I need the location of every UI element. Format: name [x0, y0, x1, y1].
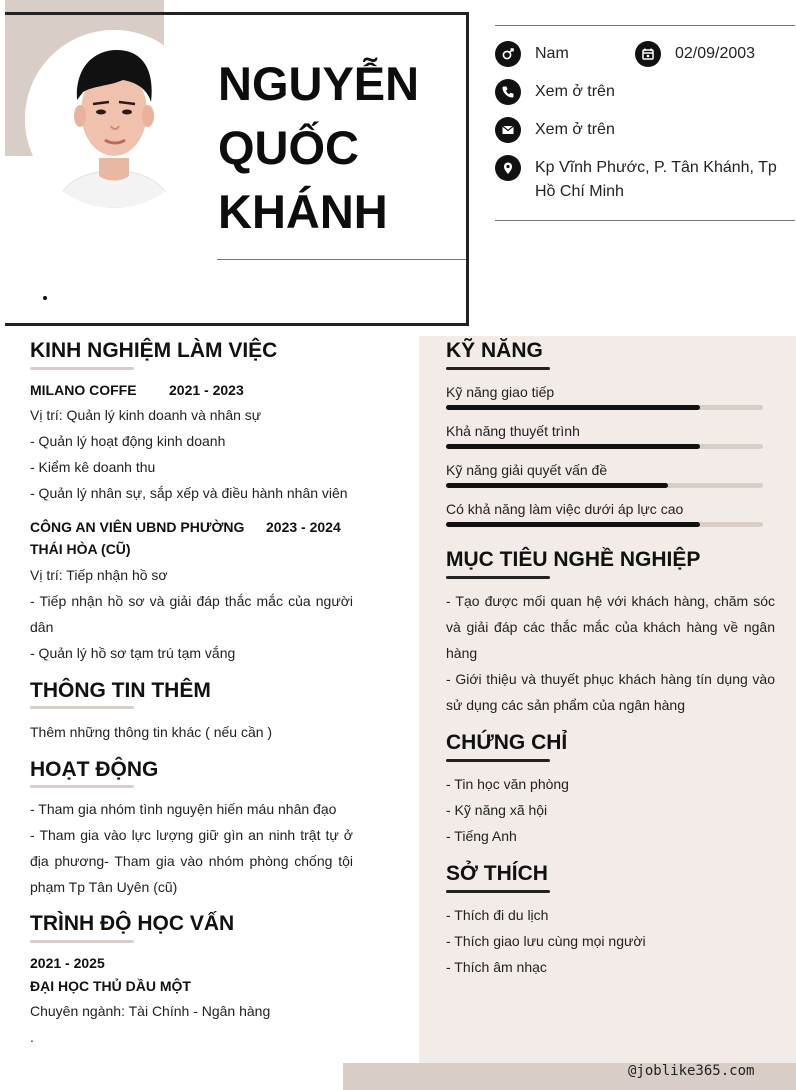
- certificates-list: [446, 771, 569, 849]
- skill-label: Kỹ năng giao tiếp: [446, 384, 555, 400]
- full-name: [218, 52, 419, 244]
- skill-bar-fill: [446, 483, 668, 488]
- career-goal-list: [446, 588, 775, 718]
- education-school: ĐẠI HỌC THỦ DẦU MỘT: [30, 978, 191, 994]
- activities-title-underline: [30, 785, 134, 788]
- name-line-1: NGUYỄN: [218, 57, 420, 110]
- job-2-company: CÔNG AN VIÊN UBND PHƯỜNG THÁI HÒA (CŨ): [30, 519, 245, 557]
- job-1-line: Vị trí: Quản lý kinh doanh và nhân sự: [30, 407, 262, 423]
- job-1-line: - Quản lý nhân sự, sắp xếp và điều hành nhân viên: [30, 485, 348, 501]
- skill-label: Kỹ năng giải quyết vấn đề: [446, 462, 608, 478]
- skills-title-underline: [446, 367, 550, 370]
- birthdate-value: 02/09/2003: [675, 45, 756, 62]
- education-major: Chuyên ngành: Tài Chính - Ngân hàng: [30, 1003, 271, 1019]
- job-2-details: [30, 562, 353, 666]
- birthdate-row: [635, 41, 755, 67]
- career-goal-title-underline: [446, 576, 550, 579]
- activities-list: [30, 796, 353, 900]
- job-2-period: 2023 - 2024: [266, 519, 341, 535]
- certificate-item: - Kỹ năng xã hội: [446, 802, 548, 818]
- avatar-portrait: [25, 30, 203, 208]
- skill-label: Có khả năng làm việc dưới áp lực cao: [446, 501, 684, 517]
- phone-icon: [495, 79, 521, 105]
- gender-icon: [495, 41, 521, 67]
- job-1-line: - Kiểm kê doanh thu: [30, 459, 156, 475]
- hobbies-list: [446, 902, 646, 980]
- hobby-item: - Thích đi du lịch: [446, 907, 549, 923]
- job-1-line: - Quản lý hoạt động kinh doanh: [30, 433, 226, 449]
- skill-bar: [446, 405, 763, 410]
- experience-title: KINH NGHIỆM LÀM VIỆC: [30, 339, 278, 362]
- skill-bar-fill: [446, 444, 700, 449]
- email-value: Xem ở trên: [535, 121, 615, 138]
- skill-bar-fill: [446, 522, 700, 527]
- address-row: [495, 155, 785, 204]
- certificates-title: CHỨNG CHỈ: [446, 731, 568, 754]
- job-2-line: - Quản lý hồ sơ tạm trú tạm vắng: [30, 645, 236, 661]
- skill-label: Khả năng thuyết trình: [446, 423, 580, 439]
- name-line-2: QUỐC: [218, 121, 359, 174]
- email-row: [495, 117, 615, 143]
- job-1-period: 2021 - 2023: [169, 382, 244, 398]
- job-1-company: MILANO COFFE: [30, 382, 137, 398]
- avatar: [25, 30, 203, 208]
- gender-value: Nam: [535, 45, 569, 62]
- address-value: Kp Vĩnh Phước, P. Tân Khánh, Tp Hồ Chí Minh: [535, 159, 777, 200]
- skill-bar: [446, 444, 763, 449]
- job-1-details: [30, 402, 360, 506]
- career-goal-title: MỤC TIÊU NGHỀ NGHIỆP: [446, 548, 701, 571]
- activity-item: - Tham gia nhóm tình nguyện hiến máu nhân đạo: [30, 801, 337, 817]
- certificate-item: - Tiếng Anh: [446, 828, 517, 844]
- certificate-item: - Tin học văn phòng: [446, 776, 569, 792]
- envelope-icon: [495, 117, 521, 143]
- phone-row: [495, 79, 615, 105]
- phone-value: Xem ở trên: [535, 83, 615, 100]
- education-note: .: [30, 1029, 34, 1045]
- skill-bar: [446, 522, 763, 527]
- empty-bullet: [43, 296, 47, 300]
- hobbies-title-underline: [446, 890, 550, 893]
- extra-info-text: Thêm những thông tin khác ( nếu cần ): [30, 724, 273, 740]
- job-2-line: - Tiếp nhận hồ sơ và giải đáp thắc mắc của người dân: [30, 593, 353, 635]
- calendar-icon: [635, 41, 661, 67]
- hobbies-title: SỞ THÍCH: [446, 862, 548, 885]
- contact-bottom-divider: [495, 220, 795, 221]
- extra-info-title-underline: [30, 706, 134, 709]
- hobby-item: - Thích âm nhạc: [446, 959, 547, 975]
- career-goal-item: - Tạo được mối quan hệ với khách hàng, chăm sóc và giải đáp các thắc mắc của khách hàng về ngân hàng: [446, 593, 775, 661]
- name-underline: [217, 259, 466, 260]
- extra-info-title: THÔNG TIN THÊM: [30, 679, 211, 702]
- certificates-title-underline: [446, 759, 550, 762]
- name-line-3: KHÁNH: [218, 185, 388, 238]
- hobby-item: - Thích giao lưu cùng mọi người: [446, 933, 646, 949]
- skill-bar: [446, 483, 763, 488]
- gender-row: [495, 41, 569, 67]
- education-title: TRÌNH ĐỘ HỌC VẤN: [30, 912, 235, 935]
- skills-title: KỸ NĂNG: [446, 339, 543, 362]
- experience-title-underline: [30, 367, 134, 370]
- education-title-underline: [30, 940, 134, 943]
- watermark: @joblike365.com: [628, 1063, 755, 1079]
- job-2-line: Vị trí: Tiếp nhận hồ sơ: [30, 567, 168, 583]
- contact-top-divider: [495, 25, 795, 26]
- education-period: 2021 - 2025: [30, 955, 105, 971]
- career-goal-item: - Giới thiệu và thuyết phục khách hàng tín dụng vào sử dụng các sản phẩm của ngân hàng: [446, 671, 775, 713]
- activity-item: - Tham gia vào lực lượng giữ gìn an ninh trật tự ở địa phương- Tham gia vào nhóm phòng chống tội phạm Tp Tân Uyên (cũ): [30, 827, 353, 895]
- location-pin-icon: [495, 155, 521, 181]
- skill-bar-fill: [446, 405, 700, 410]
- activities-title: HOẠT ĐỘNG: [30, 758, 159, 781]
